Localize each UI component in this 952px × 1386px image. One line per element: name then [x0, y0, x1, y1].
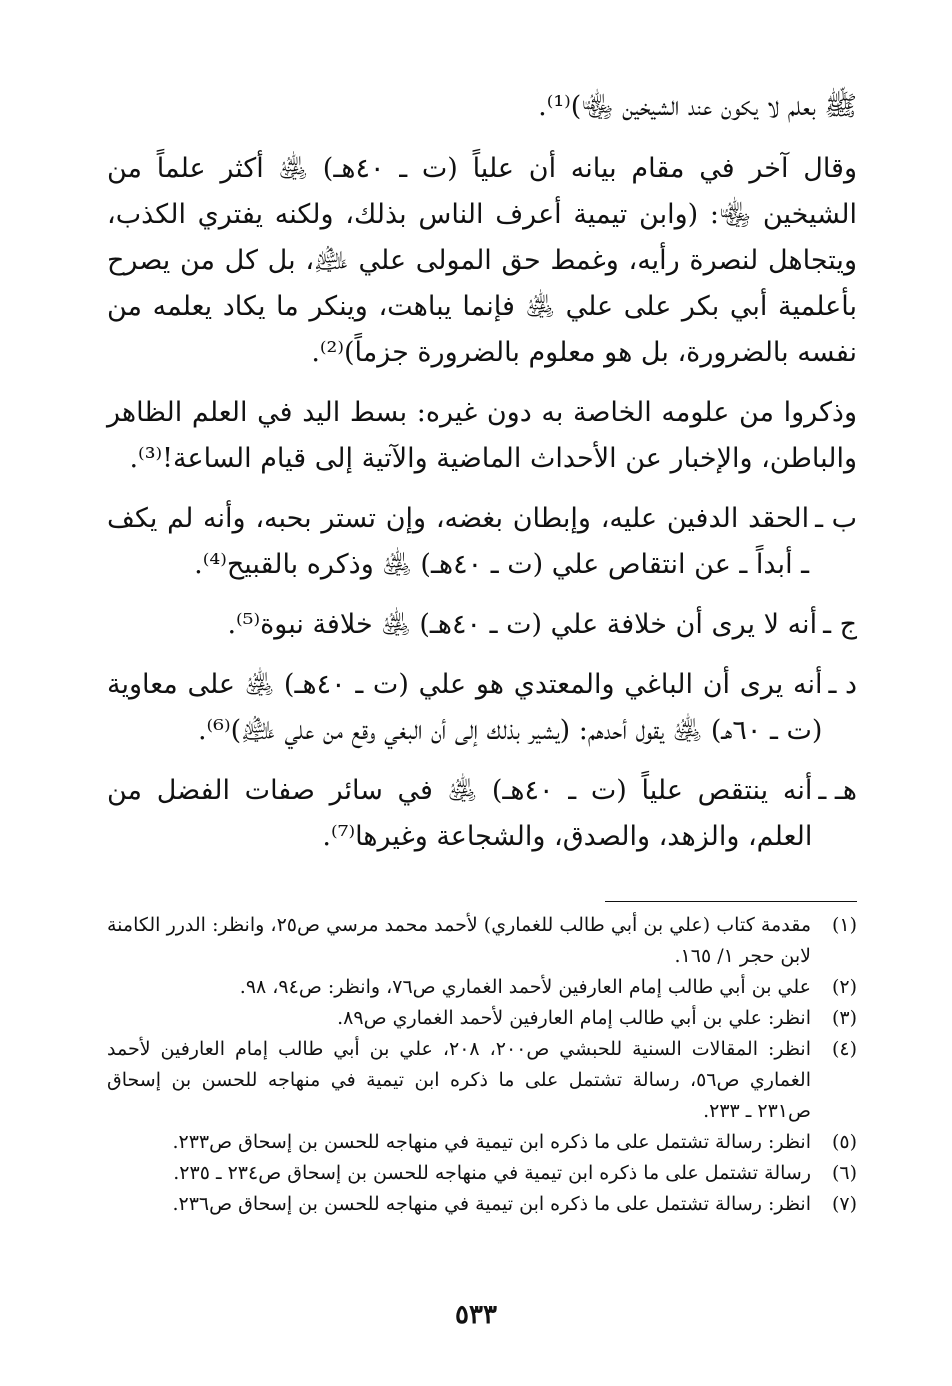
- footnote-text: انظر: رسالة تشتمل على ما ذكره ابن تيمية في منهاجه للحسن بن إسحاق ص٢٣٣.: [172, 1131, 811, 1153]
- footnote-text: علي بن أبي طالب إمام العارفين لأحمد الغماري ص٧٦، وانظر: ص٩٤، ٩٨.: [239, 976, 811, 998]
- footnote-number: (١): [831, 914, 857, 936]
- list-item-text: أنه يرى أن الباغي والمعتدي هو علي (ت ـ ٤٠هـ) ﵁ على معاوية (ت ـ ٦٠هـ) ﵁ يقول أحدهم: (يشير بذلك إلى أن البغي وقع من علي ﵇)⁽⁶⁾.: [107, 669, 823, 746]
- footnote-6: [107, 1158, 857, 1189]
- footnote-text: انظر: علي بن أبي طالب إمام العارفين لأحمد الغماري ص٨٩.: [337, 1007, 811, 1029]
- footnote-text: مقدمة كتاب (علي بن أبي طالب للغماري) لأحمد محمد مرسي ص٢٥، وانظر: الدرر الكامنة لابن حجر ١/ ١٦٥.: [107, 914, 811, 967]
- list-marker: هـ ـ: [818, 775, 857, 806]
- footnote-number: (٧): [831, 1193, 857, 1215]
- list-item-text: الحقد الدفين عليه، وإبطان بغضه، وإن تستر بحبه، وأنه لم يكف ـ أبداً ـ عن انتقاص علي (ت ـ ٤٠هـ) ﵁ وذكره بالقبيح⁽⁴⁾.: [107, 503, 810, 580]
- paragraph-quote-knowledge: وقال آخر في مقام بيانه أن علياً (ت ـ ٤٠هـ) ﵁ أكثر علماً من الشيخين ﵄: (وابن تيمية أعرف الناس بذلك، ولكنه يفتري الكذب، ويتجاهل لنصرة رأيه، وغمط حق المولى علي ﵇، بل كل من يصرح بأعلمية أبي بكر على علي ﵁ فإنما يباهت، وينكر ما يكاد يعلمه من نفسه بالضرورة، بل هو معلوم بالضرورة جزماً)⁽²⁾.: [107, 153, 857, 368]
- footnote-separator: [605, 901, 857, 902]
- footnote-number: (٢): [831, 976, 857, 998]
- footnote-text: انظر: رسالة تشتمل على ما ذكره ابن تيمية في منهاجه للحسن بن إسحاق ص٢٣٦.: [172, 1193, 811, 1215]
- paragraph-continuation: ﷺ بعلم لا يكون عند الشيخين ﵄)⁽¹⁾.: [538, 91, 857, 122]
- footnote-number: (٦): [831, 1162, 857, 1184]
- footnotes: [107, 910, 857, 1220]
- list-item-text: أنه لا يرى أن خلافة علي (ت ـ ٤٠هـ) ﵁ خلافة نبوة⁽⁵⁾.: [227, 609, 818, 640]
- footnote-number: (٤): [831, 1038, 857, 1060]
- footnote-2: [107, 972, 857, 1003]
- main-text: [107, 84, 857, 874]
- list-marker: ب ـ: [815, 503, 857, 534]
- footnote-3: [107, 1003, 857, 1034]
- list-item-j: [107, 602, 857, 648]
- list-marker: د ـ: [828, 669, 857, 700]
- list-item-h: [107, 768, 857, 860]
- footnote-5: [107, 1127, 857, 1158]
- footnote-7: [107, 1189, 857, 1220]
- footnote-number: (٥): [831, 1131, 857, 1153]
- page-number: ٥٣٣: [455, 1300, 497, 1330]
- footnote-4: [107, 1034, 857, 1127]
- list-item-b: [107, 496, 857, 588]
- list-marker: ج ـ: [823, 609, 857, 640]
- paragraph-special-knowledge: وذكروا من علومه الخاصة به دون غيره: بسط اليد في العلم الظاهر والباطن، والإخبار عن الأحداث الماضية والآتية إلى قيام الساعة!⁽³⁾.: [107, 397, 857, 474]
- footnote-number: (٣): [831, 1007, 857, 1029]
- footnote-text: انظر: المقالات السنية للحبشي ص٢٠٠، ٢٠٨، علي بن أبي طالب إمام العارفين لأحمد الغماري ص٥٦، رسالة تشتمل على ما ذكره ابن تيمية في منهاجه للحسن بن إسحاق ص٢٣١ ـ ٢٣٣.: [107, 1038, 811, 1122]
- list-item-text: أنه ينتقص علياً (ت ـ ٤٠هـ) ﵁ في سائر صفات الفضل من العلم، والزهد، والصدق، والشجاعة وغيرها⁽⁷⁾.: [107, 775, 813, 852]
- footnote-1: [107, 910, 857, 972]
- list-item-d: [107, 662, 857, 754]
- footnote-text: رسالة تشتمل على ما ذكره ابن تيمية في منهاجه للحسن بن إسحاق ص٢٣٤ ـ ٢٣٥.: [173, 1162, 811, 1184]
